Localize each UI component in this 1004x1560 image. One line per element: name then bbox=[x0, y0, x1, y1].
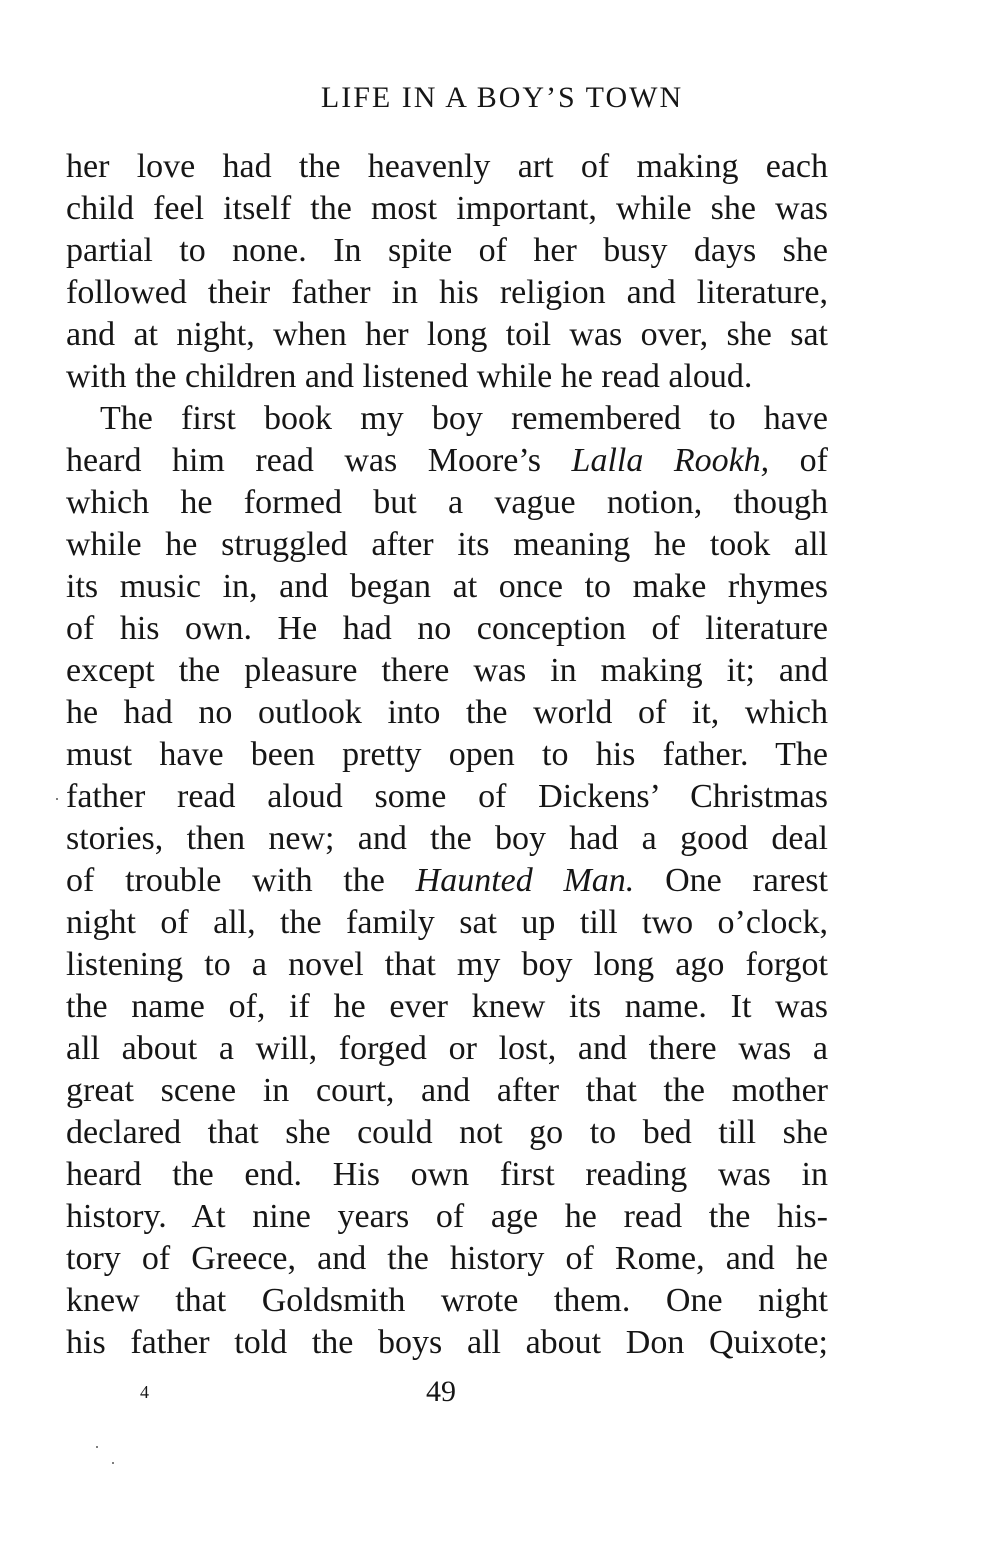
text-line: except the pleasure there was in making it; and bbox=[66, 652, 828, 689]
text-line: with the children and listened while he read aloud. bbox=[66, 358, 753, 395]
text-line: heard the end. His own first reading was in bbox=[66, 1156, 828, 1193]
text-line: followed their father in his religion and literature, bbox=[66, 274, 828, 311]
text-line: listening to a novel that my boy long ago forgot bbox=[66, 946, 828, 983]
print-speck bbox=[96, 1446, 98, 1448]
text-line: he had no outlook into the world of it, which bbox=[66, 694, 828, 731]
text-line: knew that Goldsmith wrote them. One night bbox=[66, 1282, 828, 1319]
text-line: his father told the boys all about Don Quixote; bbox=[66, 1324, 828, 1361]
page-footer bbox=[0, 1372, 1004, 1412]
text-line: history. At nine years of age he read the his- bbox=[66, 1198, 828, 1235]
page-number: 49 bbox=[426, 1375, 456, 1408]
text-line: declared that she could not go to bed till she bbox=[66, 1114, 828, 1151]
print-speck bbox=[56, 798, 58, 800]
italic-title: Lalla Rookh, bbox=[571, 442, 770, 479]
text-segment: heard him read was Moore’s bbox=[66, 442, 572, 479]
text-line: stories, then new; and the boy had a good deal bbox=[66, 820, 828, 857]
text-line: must have been pretty open to his father. The bbox=[66, 736, 828, 773]
text-line: The first book my boy remembered to have bbox=[100, 400, 828, 437]
text-line bbox=[66, 440, 828, 482]
text-line: and at night, when her long toil was over, she sat bbox=[66, 316, 828, 353]
text-line: the name of, if he ever knew its name. It was bbox=[66, 988, 828, 1025]
text-line: father read aloud some of Dickens’ Christmas bbox=[66, 778, 828, 815]
print-speck bbox=[112, 1462, 114, 1464]
italic-title: Haunted Man. bbox=[415, 862, 635, 899]
text-segment: One rarest bbox=[634, 862, 828, 899]
text-line: her love had the heavenly art of making each bbox=[66, 148, 828, 185]
text-line: partial to none. In spite of her busy days she bbox=[66, 232, 828, 269]
text-segment: of trouble with the bbox=[66, 862, 416, 899]
text-line: of his own. He had no conception of literature bbox=[66, 610, 828, 647]
running-head: LIFE IN A BOY’S TOWN bbox=[320, 81, 684, 114]
text-line: child feel itself the most important, while she was bbox=[66, 190, 828, 227]
text-segment: of bbox=[769, 442, 828, 479]
text-line: great scene in court, and after that the mother bbox=[66, 1072, 828, 1109]
text-line: which he formed but a vague notion, though bbox=[66, 484, 828, 521]
text-line: while he struggled after its meaning he took all bbox=[66, 526, 828, 563]
text-line: all about a will, forged or lost, and there was a bbox=[66, 1030, 828, 1067]
text-line bbox=[66, 860, 828, 902]
text-line: night of all, the family sat up till two o’clock, bbox=[66, 904, 828, 941]
text-line: its music in, and began at once to make rhymes bbox=[66, 568, 828, 605]
text-line: tory of Greece, and the history of Rome, and he bbox=[66, 1240, 828, 1277]
signature-mark: 4 bbox=[140, 1382, 149, 1402]
